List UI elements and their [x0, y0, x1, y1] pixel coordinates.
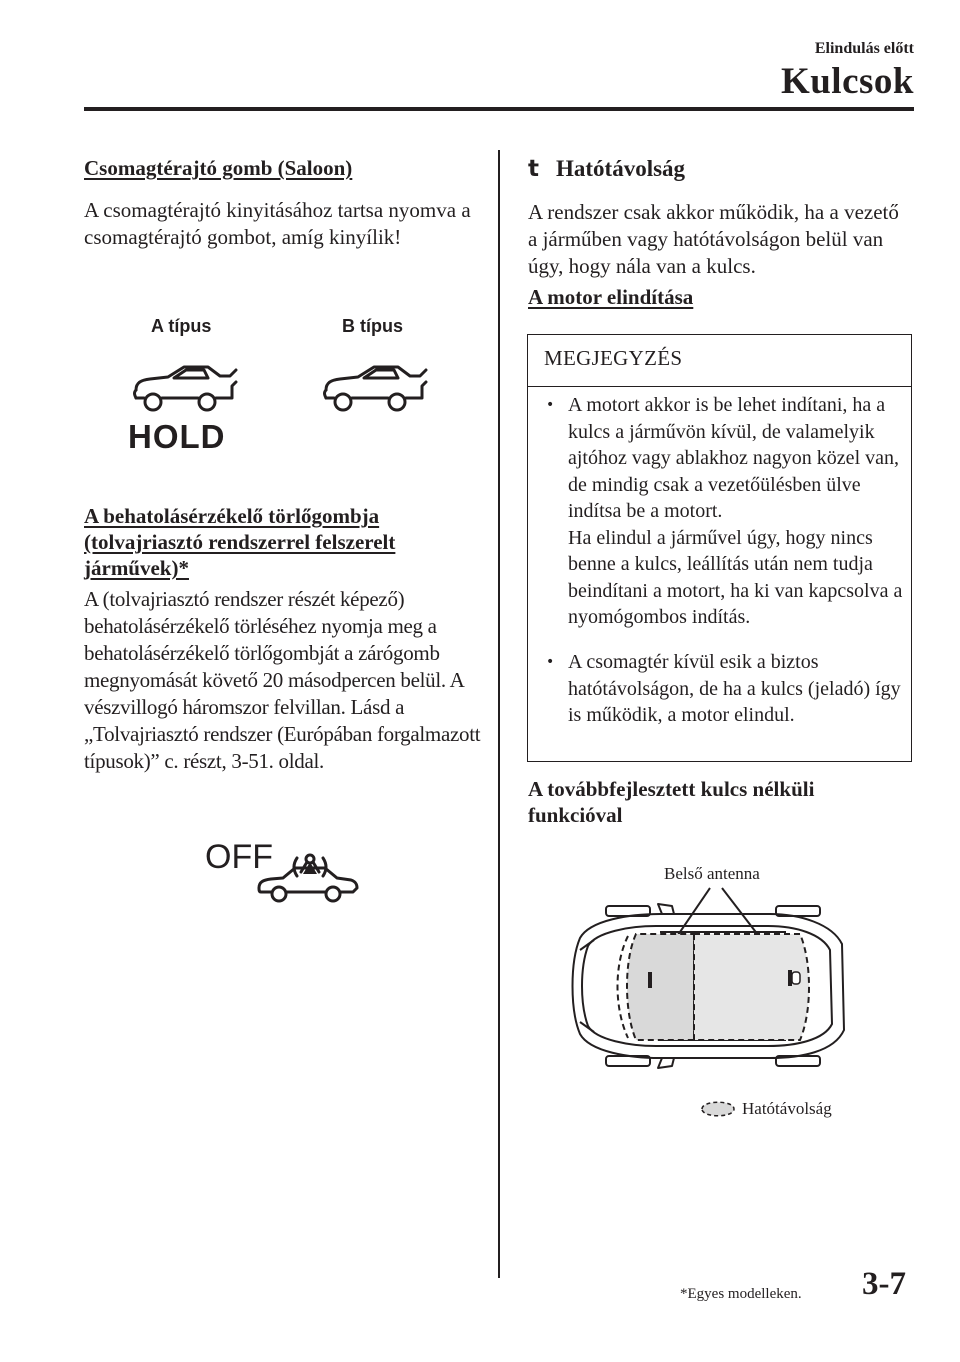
figure-label-type-b: B típus	[342, 316, 403, 336]
antenna-label: Belső antenna	[664, 864, 760, 883]
intrusion-sensor-icon	[253, 852, 363, 908]
heading-intrusion-cancel: A behatolásérzékelő törlőgombja (tolvajriasztó rendszerrel felszerelt járművek)*	[84, 504, 396, 580]
range-label: Hatótávolság	[742, 1099, 832, 1118]
section-title-range: Hatótávolság	[556, 156, 686, 181]
car-trunk-icon	[318, 364, 430, 416]
paragraph-intrusion-cancel: A (tolvajriasztó rendszer részét képező) behatolásérzékelő törléséhez nyomja meg a behatolásérzékelő törlőgombját a zárógomb megnyomását követő 20 másodpercen belül. A vészvillogó háromszor felvillan. Lásd a „Tolvajriasztó rendszer (Európában forgalmazott típusok)” c. részt, 3-51. oldal.	[84, 587, 481, 773]
section-name: Elindulás előtt	[814, 40, 914, 57]
bullet-icon: •	[546, 397, 555, 413]
note-item-text: A csomagtér kívül esik a biztos hatótávolságon, de ha a kulcs (jeladó) így is működik, a motor elindul.	[568, 651, 901, 726]
note-item	[546, 649, 903, 729]
note-divider	[528, 386, 911, 387]
note-item-text: Ha elindul a járművel úgy, hogy nincs benne a kulcs, leállítás után nem tudja beindítani a motort, ha ki van kapcsolva a nyomógombos indítás.	[568, 526, 903, 628]
footnote: *Egyes modelleken.	[680, 1286, 802, 1302]
header-rule	[84, 107, 914, 111]
car-top-view-icon	[550, 880, 850, 1080]
figure-label-type-a: A típus	[151, 316, 212, 336]
note-item-text: A motort akkor is be lehet indítani, ha a kulcs a járművön kívül, de valamelyik ajtóhoz vagy ablakhoz nagyon közel van, de mindig csak a vezetőülésben ülve indítsa be a motort.	[568, 394, 899, 522]
heading-engine-start: A motor elindítása	[528, 285, 694, 309]
paragraph-trunk-button: A csomagtérajtó kinyitásához tartsa nyomva a csomagtérajtó gombot, amíg kinyílik!	[84, 198, 471, 249]
off-label: OFF	[205, 838, 273, 876]
car-trunk-icon	[128, 364, 240, 416]
hold-label: HOLD	[128, 418, 226, 455]
section-heading-range	[528, 156, 685, 182]
note-title: MEGJEGYZÉS	[544, 346, 683, 370]
paragraph-range: A rendszer csak akkor működik, ha a vezető a járműben vagy hatótávolságon belül van úgy, hogy nála van a kulcs.	[528, 200, 899, 278]
heading-advanced-keyless: A továbbfejlesztett kulcs nélküli funkcióval	[528, 777, 815, 827]
section-marker-icon: t	[528, 156, 539, 182]
heading-trunk-button: Csomagtérajtó gomb (Saloon)	[84, 156, 353, 180]
note-item	[546, 392, 903, 631]
range-legend-icon	[698, 1098, 738, 1120]
column-divider	[498, 150, 500, 1278]
note-box	[527, 334, 912, 762]
intrusion-sensor-figure	[205, 838, 365, 910]
bullet-icon: •	[546, 654, 555, 670]
page-number: 3-7	[862, 1266, 906, 1302]
page-title: Kulcsok	[780, 61, 914, 102]
